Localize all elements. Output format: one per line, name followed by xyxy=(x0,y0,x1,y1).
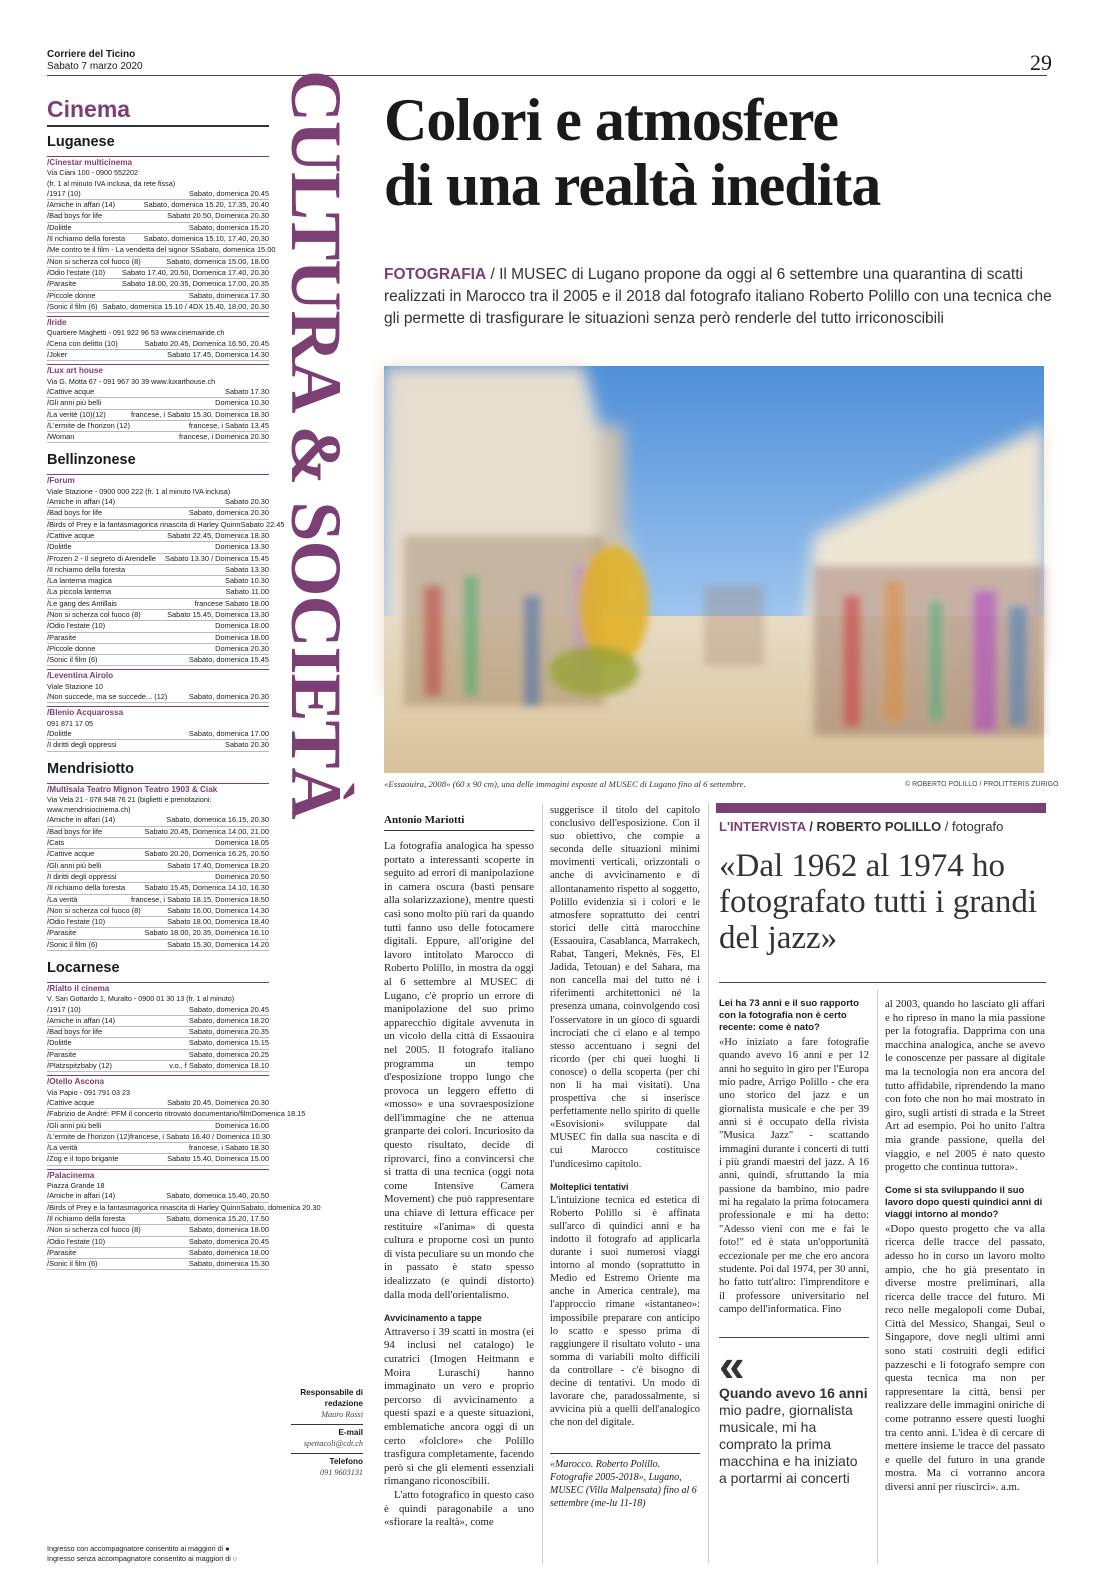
film-row xyxy=(47,1061,269,1072)
film-showtimes: Sabato 17.40, 20.50, Domenica 17.40, 20.30 xyxy=(121,267,269,277)
film-showtimes: Sabato 13.30 / Domenica 15.45 xyxy=(165,553,269,563)
film-title: / La verità xyxy=(47,895,77,905)
film-showtimes: Sabato, domenica 20.45 xyxy=(188,1236,269,1246)
film-row xyxy=(47,234,269,245)
film-title: / Il richiamo della foresta xyxy=(47,1214,125,1224)
interviewee-name: / ROBERTO POLILLO xyxy=(805,819,942,834)
film-row xyxy=(47,633,269,644)
film-showtimes: Sabato 15.45, Domenica 13.30 xyxy=(167,609,269,619)
cinema-address: Via Vela 21 - 078 948 76 21 (biglietti e prenotazioni: www.mendrisiocinema.ch) xyxy=(47,794,212,815)
film-title: / Cats xyxy=(47,838,64,848)
exhibition-info-text: «Marocco. Roberto Polillo. Fotografie 2005-2018», Lugano, MUSEC (Villa Malpensata) fino al 6 settembre (me-lu 11-18) xyxy=(550,1459,697,1509)
film-showtimes: Sabato 13.30 xyxy=(225,564,269,574)
email-label: E-mail xyxy=(338,1428,363,1437)
film-showtimes: Domenica 18.00 xyxy=(215,632,269,642)
film-row xyxy=(47,531,269,542)
interview-rule xyxy=(719,982,1046,983)
double-left-chevron-icon: « xyxy=(719,1339,745,1391)
film-row xyxy=(47,1143,269,1154)
film-row xyxy=(47,302,269,313)
film-showtimes: Sabato, domenica 20.30 xyxy=(188,692,269,702)
cinema-address: Via G. Motta 67 - 091 967 30 39 www.luxarthouse.ch xyxy=(47,376,216,386)
film-showtimes: Sabato 22.45 xyxy=(240,519,285,529)
film-showtimes: Sabato 18.00, 20.35, Domenica 17.00, 20.35 xyxy=(121,279,269,289)
film-title: / Odio l'estate (10) xyxy=(47,621,105,631)
film-title: / La verité (10)(12) xyxy=(47,410,106,420)
phone-label: Telefono xyxy=(329,1457,363,1466)
pull-quote xyxy=(719,1385,869,1487)
film-showtimes: Sabato, domenica 15.10 / 4DX 15.40, 18.00, 20.30 xyxy=(102,301,269,311)
film-title: / Dolittle xyxy=(47,223,72,233)
age-legend xyxy=(47,1544,237,1564)
film-row xyxy=(47,245,276,256)
film-row xyxy=(47,1132,269,1143)
film-title: / Cattive acque xyxy=(47,387,94,397)
film-showtimes: Sabato, domenica 15.20, 17.35, 20.40 xyxy=(143,200,269,210)
film-row xyxy=(47,1259,269,1270)
film-row xyxy=(47,1225,269,1236)
film-row xyxy=(47,398,269,409)
film-title: / Platzspitzbaby (12) xyxy=(47,1061,112,1071)
film-showtimes: Sabato, domenica 16.15, 20.30 xyxy=(166,815,269,825)
exhibition-info xyxy=(550,1453,700,1510)
film-showtimes: francese, i Sabato 13.45 xyxy=(188,420,269,430)
film-showtimes: Sabato 16.00, Domenica 14.30 xyxy=(167,905,269,915)
film-showtimes: Sabato, domenica 17.30 xyxy=(188,290,269,300)
film-row xyxy=(47,729,269,740)
cinema-address: Viale Stazione - 0900 000 222 (fr. 1 al minuto IVA inclusa) xyxy=(47,486,231,496)
film-row xyxy=(47,1016,269,1027)
film-showtimes: Domenica 18.15 xyxy=(251,1109,306,1119)
film-showtimes: francese Sabato 18.00 xyxy=(194,598,269,608)
article-column-1 xyxy=(384,840,534,1530)
section-label-text: CULTURA & SOCIETÀ xyxy=(276,70,356,819)
film-title: / Sonic il film (6) xyxy=(47,1259,98,1269)
pull-quote-text: mio padre, giornalista musicale, mi ha comprato la prima macchina e ha iniziato a portarmi ai concerti xyxy=(719,1402,858,1486)
film-showtimes: Sabato, domenica 15.10, 17.40, 20.30 xyxy=(143,234,269,244)
film-title: / Il richiamo della foresta xyxy=(47,565,125,575)
interview-headline-quote: «Dal 1962 al 1974 ho fotografato tutti i grandi del jazz» xyxy=(719,848,1037,956)
film-title: / Dolittle xyxy=(47,542,72,552)
film-showtimes: Sabato 15.30, Domenica 14.20 xyxy=(167,939,269,949)
film-row xyxy=(47,497,269,508)
email-value: spettacoli@cdt.ch xyxy=(303,1439,363,1448)
film-row xyxy=(47,1005,269,1016)
film-title: / Cena con delitto (10) xyxy=(47,339,118,349)
page-number: 29 xyxy=(1030,50,1052,75)
film-showtimes: Sabato 18.00, 20.35, Domenica 16.10 xyxy=(144,928,269,938)
film-row xyxy=(47,838,269,849)
film-title: / Odio l'estate (10) xyxy=(47,268,105,278)
film-title: / Odio l'estate (10) xyxy=(47,1237,105,1247)
film-showtimes: Sabato, domenica 15.45 xyxy=(188,655,269,665)
headline-line-1: Colori e atmosfere xyxy=(384,87,839,153)
kicker-text: / Il MUSEC di Lugano propone da oggi al 6 settembre una quarantina di scatti realizzati in Marocco tra il 2005 e il 2018 dal fotografo italiano Roberto Polillo con una tecnica che gli permette di trasfigurare le situazioni senza però renderle del tutto irriconoscibili xyxy=(384,266,1052,327)
masthead-rule xyxy=(47,75,1047,76)
film-title: / La verità xyxy=(47,1143,77,1153)
film-title: / Piccole donne xyxy=(47,644,96,654)
cinema-name: /Rialto il cinema xyxy=(47,982,269,994)
film-showtimes: Sabato, domenica 15.00, 18.00 xyxy=(166,256,269,266)
film-showtimes: Sabato 20.20, Domenica 16.25, 20.50 xyxy=(144,849,269,859)
newspaper-name: Corriere del Ticino xyxy=(47,49,136,60)
film-showtimes: Sabato, domenica 15.00 xyxy=(195,245,276,255)
film-showtimes: Sabato 20.30 xyxy=(225,497,269,507)
film-title: / Amiche in affari (14) xyxy=(47,1016,115,1026)
cinema-name: /Leventina Airolo xyxy=(47,669,269,681)
subheading-molteplici: Molteplici tentativi xyxy=(550,1181,629,1192)
film-showtimes: Sabato, domenica 20.30 xyxy=(188,508,269,518)
region-heading: Locarnese xyxy=(47,960,120,976)
film-row xyxy=(47,1248,269,1259)
film-title: / Piccole donne xyxy=(47,291,96,301)
film-title: / Amiche in affari (14) xyxy=(47,497,115,507)
cinema-title-rule xyxy=(47,125,269,127)
editorial-contacts xyxy=(291,1387,363,1478)
film-row xyxy=(47,257,269,268)
film-title: / Birds of Prey e la fantasmagorica rinascita di Harley Quinn xyxy=(47,1203,240,1213)
interview-tag: L'INTERVISTA xyxy=(719,819,806,834)
film-showtimes: francese, i Sabato 18.30 xyxy=(188,1143,269,1153)
film-row xyxy=(47,621,269,632)
film-row xyxy=(47,519,285,531)
film-title: / Dolittle xyxy=(47,1038,72,1048)
film-title: / Frozen 2 - Il segreto di Arendelle xyxy=(47,554,156,564)
film-title: / Parasite xyxy=(47,1248,76,1258)
film-row xyxy=(47,906,269,917)
film-row xyxy=(47,223,269,234)
film-title: / Parasite xyxy=(47,279,76,289)
film-showtimes: Domenica 18.05 xyxy=(215,838,269,848)
film-row xyxy=(47,432,269,443)
interview-column-1 xyxy=(719,998,869,1316)
film-title: / I diritti degli oppressi xyxy=(47,740,116,750)
film-row xyxy=(47,211,269,222)
article-paragraph: Attraverso i 39 scatti in mostra (ei 94 inclusi nel catalogo) le curatrici (Imogen Heitmann e Moira Luraschi) hanno immaginato un vero e proprio percorso di avvicinamento a questi spazi e a queste situazioni, emblematiche ancora oggi di un certo «folclore» che Polillo trasfigura completamente, facendo però sì che gli elementi essenziali rimangano riconoscibili. xyxy=(384,1325,534,1488)
cinema-address-note: (fr. 1 al minuto IVA inclusa, da rete fissa) xyxy=(47,178,176,188)
film-row xyxy=(47,189,269,200)
interview-column-2 xyxy=(885,998,1045,1495)
film-showtimes: Sabato, domenica 18.00 xyxy=(188,1225,269,1235)
film-showtimes: Sabato, domenica 17.00 xyxy=(188,728,269,738)
pull-quote-rule xyxy=(719,1337,869,1338)
film-title: / L'ermite de l'horizon (12) xyxy=(47,1132,130,1142)
film-showtimes: Sabato, domenica 15.40, 20.50 xyxy=(166,1191,269,1201)
film-row xyxy=(47,542,269,553)
film-showtimes: Sabato 17.40, Domenica 18.20 xyxy=(167,860,269,870)
film-title: / Non si scherza col fuoco (8) xyxy=(47,257,141,267)
film-row xyxy=(47,1027,269,1038)
author-byline: Antonio Mariotti xyxy=(384,814,534,831)
article-paragraph: La fotografia analogica ha spesso portato a interessanti scoperte in seguito ad errori di manipolazione in camera oscura (basti pensare alla solarizzazione), mentre questi casi sono molto più rari da quando tutti fanno uso delle fotocamere digitali. Eppure, all'origine del lavoro intitolato Marocco di Roberto Polillo, in mostra da oggi al 6 settembre al MUSEC di Lugano, c'è proprio un errore di manipolazione del suo primo apparecchio digitale avvenuta in un vicolo della città di Essaouira nel 2005. Il fotografo italiano programma un tempo d'esposizione troppo lungo che provoca un leggero effetto di «mosso» e una sovraesposizione dell'immagine che ne attenua granparte dei colori. Incuriosito da questo risultato, decide di riprovarci, fino a convincersi che si tratta di una tecnica (oggi nota come Intensive Camera Movement) che può rappresentare una chiave di lettura efficace per restituire «l'anima» di questa cultura e proporne così un punto di vista peculiare su un mondo che in passato è stato spesso idealizzato (e quindi distorto) dalla moda dell'orientalismo. xyxy=(384,840,534,1301)
film-row xyxy=(47,339,269,350)
film-row xyxy=(47,421,269,432)
film-row xyxy=(47,587,269,598)
article-paragraph: L'intuizione tecnica ed estetica di Roberto Polillo si è affinata sull'arco di quindici anni e ha indotto il fotografo ad applicarla durante i suoi numerosi viaggi intorno al mondo (soprattutto in Medio ed Estremo Oriente ma anche in America centrale), ma l'approccio rimane «istantaneo»: impossibile preparare con anticipo lo scatto e spesso prima di raggiungere il risultato voluto - una somma di variabili molto difficili da controllare - c'è bisogno di decine di tentativi. Un modo di lavorare che, paradossalmente, si avvicina più a quelli dell'analogico che non del digitale. xyxy=(550,1194,700,1429)
cinema-name: /Lux art house xyxy=(47,364,269,376)
article-paragraph: L'atto fotografico in questo caso è quindi paragonabile a uno «sfiorare la realtà», come xyxy=(384,1488,534,1529)
film-row xyxy=(47,883,269,894)
subheading-avvicinamento: Avvicinamento a tappe xyxy=(384,1313,482,1324)
film-showtimes: Sabato, domenica 20.35 xyxy=(188,1027,269,1037)
film-title: / Bad boys for life xyxy=(47,211,102,221)
film-row xyxy=(47,565,269,576)
region-heading: Bellinzonese xyxy=(47,452,136,469)
film-title: / Non si scherza col fuoco (8) xyxy=(47,1225,141,1235)
film-row xyxy=(47,827,269,838)
film-title: / Odio l'estate (10) xyxy=(47,917,105,927)
film-row xyxy=(47,740,269,751)
cinema-section-title: Cinema xyxy=(47,96,131,122)
legend-with-companion: Ingresso con accompagnatore consentito ai maggiori di ● xyxy=(47,1544,230,1553)
film-row xyxy=(47,1121,269,1132)
photo-illustration xyxy=(384,366,1044,773)
interview-answer-1: «Ho iniziato a fare fotografie quando avevo 16 anni e per 12 anni ho seguito in giro per l'Europa mio padre, Arrigo Polillo - che era uno storico del jazz e un giornalista musicale e che per 39 anni si è occupato della rivista "Musica Jazz" - scattando immagini durante i concerti di tutti i più grandi maestri del jazz. A 16 anni, quindi, sfruttando la mia passione da bambino, mio padre mi ha regalato la prima fotocamera professionale e mi ha detto: "Adesso vieni con me e fai le foto!" ed è stata un'opportunità eccezionale per me che ero ancora studente. Poi dal 1974, per 30 anni, ho fatto tutt'altro: l'imprenditore e il professore universitario nel campo dell'informatica. Fino xyxy=(719,1037,869,1315)
article-headline xyxy=(384,88,1064,218)
responsabile-label: Responsabile di redazione xyxy=(300,1388,363,1408)
film-title: / Me contro te il film - La vendetta del signor S xyxy=(47,245,195,255)
film-showtimes: Domenica 18.00 xyxy=(215,621,269,631)
cinema-address: Via Papio - 091 791 03 23 xyxy=(47,1087,130,1097)
film-row xyxy=(47,554,269,565)
film-title: / 1917 (10) xyxy=(47,189,81,199)
film-row xyxy=(47,928,269,939)
film-showtimes: Sabato 17.45, Domenica 14.30 xyxy=(167,350,269,360)
essaouira-photo xyxy=(384,366,1044,773)
film-row xyxy=(47,1191,269,1202)
film-showtimes: Sabato 20.45, Domenica 20.30 xyxy=(167,1097,269,1107)
film-title: / L'ermite de l'horizon (12) xyxy=(47,421,130,431)
interview-accent-bar xyxy=(716,803,1046,813)
film-row xyxy=(47,895,269,906)
cinema-address: Piazza Grande 18 xyxy=(47,1181,105,1191)
kicker-tag: FOTOGRAFIA xyxy=(384,266,487,283)
film-showtimes: Sabato, domenica 20.45 xyxy=(188,188,269,198)
film-showtimes: Sabato 11.00 xyxy=(225,587,269,597)
film-showtimes: francese, i Sabato 15.30, Domenica 18.30 xyxy=(130,409,269,419)
film-showtimes: Sabato 15.40, Domenica 15.00 xyxy=(167,1154,269,1164)
film-row xyxy=(47,655,269,666)
cinema-address: Viale Stazione 10 xyxy=(47,681,103,691)
film-showtimes: Sabato, domenica 15.20 xyxy=(188,222,269,232)
film-title: / Bad boys for life xyxy=(47,1027,102,1037)
film-row xyxy=(47,1109,306,1120)
film-title: / La lanterna magica xyxy=(47,576,112,586)
responsabile-name: Mauro Rossi xyxy=(321,1410,363,1419)
film-showtimes: Sabato 17.30 xyxy=(225,386,269,396)
film-showtimes: Sabato, domenica 18.00 xyxy=(188,1247,269,1257)
cinema-name: /Iride xyxy=(47,316,269,328)
film-title: / Parasite xyxy=(47,928,76,938)
cinema-address: Via Ciani 100 - 0900 552202 xyxy=(47,168,138,178)
section-label-vertical xyxy=(276,70,367,870)
film-showtimes: Sabato, domenica 15.20, 17.50 xyxy=(166,1213,269,1223)
region-heading: Luganese xyxy=(47,134,115,150)
film-row xyxy=(47,576,269,587)
interviewee-role: / fotografo xyxy=(941,819,1004,834)
film-title: / I diritti degli oppressi xyxy=(47,872,116,882)
film-showtimes: Domenica 20.30 xyxy=(215,643,269,653)
interview-question-2: Come si sta sviluppando il suo lavoro dopo questi quindici anni di viaggi intorno al mondo? xyxy=(885,1184,1043,1220)
film-row xyxy=(47,410,269,421)
film-row xyxy=(47,279,269,290)
film-title: / Cattive acque xyxy=(47,1098,94,1108)
interview-question-1: Lei ha 73 anni e il suo rapporto con la fotografia non è certo recente: come è nato? xyxy=(719,998,859,1033)
legend-without-companion: Ingresso senza accompagnatore consentito ai maggiori di ○ xyxy=(47,1554,238,1563)
film-showtimes: Sabato, domenica 18.20 xyxy=(188,1015,269,1025)
film-showtimes: Sabato 22.45, Domenica 18.30 xyxy=(167,530,269,540)
film-row xyxy=(47,291,269,302)
film-title: / Le gang des Antillais xyxy=(47,599,117,609)
film-title: / Gli anni più belli xyxy=(47,398,101,408)
film-row xyxy=(47,872,269,883)
film-title: / Amiche in affari (14) xyxy=(47,815,115,825)
film-showtimes: Sabato 10.30 xyxy=(225,576,269,586)
film-row xyxy=(47,350,269,361)
film-title: / Bad boys for life xyxy=(47,508,102,518)
film-row xyxy=(47,917,269,928)
film-row xyxy=(47,508,269,519)
film-title: / Cattive acque xyxy=(47,849,94,859)
film-showtimes: Sabato 20.45, Domenica 14.00, 21.00 xyxy=(144,826,269,836)
film-showtimes: Domenica 10.30 xyxy=(215,398,269,408)
film-row xyxy=(47,200,269,211)
film-row xyxy=(47,387,269,398)
headline-line-2: di una realtà inedita xyxy=(384,152,881,218)
film-title: / Gli anni più belli xyxy=(47,861,101,871)
film-title: / Parasite xyxy=(47,1050,76,1060)
film-row xyxy=(47,849,269,860)
film-row xyxy=(47,1154,269,1165)
film-row xyxy=(47,268,269,279)
film-title: / Sonic il film (6) xyxy=(47,940,98,950)
film-title: / 1917 (10) xyxy=(47,1005,81,1015)
interview-kicker xyxy=(719,819,1003,834)
cinema-name: /Cinestar multicinema xyxy=(47,156,269,168)
film-title: / Sonic il film (6) xyxy=(47,655,98,665)
film-title: / Bad boys for life xyxy=(47,827,102,837)
cinema-name: /Otello Ascona xyxy=(47,1075,269,1087)
film-row xyxy=(47,940,269,951)
film-showtimes: Sabato, domenica 20.45 xyxy=(188,1004,269,1014)
article-column-2 xyxy=(550,804,700,1429)
film-title: / Woman xyxy=(47,432,74,442)
film-showtimes: Sabato 20.50, Domenica 20.30 xyxy=(167,211,269,221)
article-paragraph: suggerisce il titolo del capitolo conclusivo dell'esposizione. Con il suo obiettivo, che compie a seconda delle situazioni minimi movimenti verticali, orizzontali o anche di avvicinamento e di allontanamento rispetto al soggetto, Polillo evidenzia sì i colori e le atmosfere soprattutto dei centri storici delle città marocchine (Essaouira, Casablanca, Marrakech, Rabat, Tangeri, Meknès, Fès, El Jadida, Tetouan) e del Sahara, ma non cancella mai del tutto né i riferimenti architettonici né la presenza umana, coinvolgendo così l'osservatore in un gioco di sguardi incrociati che ci elano e al tempo stesso accentuano i segni del ricordo (per chi quei luoghi li conosce) o della scoperta (per chi non li ha mai visitati). Una prospettiva che si inserisce perfettamente nello spirito di quelle «Esovisioni» sviluppate dal MUSEC fin dalla sua nascita e di cui Marocco costituisce l'undicesimo capitolo. xyxy=(550,805,700,1170)
film-title: / Amiche in affari (14) xyxy=(47,1191,115,1201)
film-showtimes: Sabato 20.45, Domenica 16.50, 20.45 xyxy=(144,338,269,348)
interview-answer-1-cont: al 2003, quando ho lasciato gli affari e ho ripreso in mano la mia passione per la fotografia. Dapprima con una macchina analogica, anche se avevo le conoscenze per passare al digitale ma la tecnologia non era ancora del tutto affidabile, riprendendo la mano con foto che non ho mai mostrato in giro, sugli artisti di strada e la Street Art ad esempio. Poi ho unito l'altra mia grande passione, quella del viaggio, e nel 2005 è nato questo progetto che continua tuttora». xyxy=(885,998,1045,1174)
film-row xyxy=(47,1098,269,1109)
film-row xyxy=(47,815,269,826)
film-row xyxy=(47,610,269,621)
film-showtimes: Domenica 16.00 xyxy=(215,1120,269,1130)
film-row xyxy=(47,1214,269,1225)
film-title: / Non si scherza col fuoco (8) xyxy=(47,610,141,620)
pull-quote-bold: Quando avevo 16 anni xyxy=(719,1385,868,1401)
film-title: / Cattive acque xyxy=(47,531,94,541)
region-heading: Mendrisiotto xyxy=(47,760,134,777)
article-kicker xyxy=(384,264,1064,330)
film-showtimes: Sabato, domenica 20.30 xyxy=(240,1202,321,1212)
cinema-address: Quartiere Maghetti - 091 922 96 53 www.cinemairide.ch xyxy=(47,328,225,338)
film-row xyxy=(47,692,269,703)
film-showtimes: Sabato, domenica 20.25 xyxy=(188,1049,269,1059)
photo-caption: «Essaouira, 2008» (60 x 90 cm), una delle immagini esposte al MUSEC di Lugano fino al 6 settembre. xyxy=(384,779,746,789)
film-title: / Joker xyxy=(47,350,67,360)
film-showtimes: francese, i Sabato 16.40 / Domenica 10.30 xyxy=(129,1131,271,1141)
photo-credit: © ROBERTO POLILLO / PROLITTERIS ZURIGO xyxy=(905,781,1059,788)
film-title: / Amiche in affari (14) xyxy=(47,200,115,210)
film-row xyxy=(47,1202,321,1214)
film-showtimes: Domenica 13.30 xyxy=(215,542,269,552)
film-showtimes: francese, i Sabato 18.15, Domenica 18.50 xyxy=(130,894,269,904)
film-showtimes: Sabato 18.00, Domenica 18.40 xyxy=(167,917,269,927)
phone-value: 091 9603131 xyxy=(320,1468,363,1477)
cinema-name: /Forum xyxy=(47,474,269,486)
film-title: / Fabrizio de André: PFM il concerto ritrovato documentario/film xyxy=(47,1109,252,1119)
film-title: / La piccola lanterna xyxy=(47,587,111,597)
cinema-name: /Palacinema xyxy=(47,1169,269,1181)
film-row xyxy=(47,1050,269,1061)
interview-answer-2: «Dopo questo progetto che va alla ricerca delle tracce del passato, adesso ho in corso un lavoro molto ampio, che ho già presentato in diverse mostre preliminari, alla ricerca delle tracce del futuro. Mi reco nelle megalopoli come Dubai, Città del Messico, Shangai, Seul o Singapore, dove negli ultimi anni sono stati costruiti degli edifici pazzeschi e li fotografo sempre con questa tecnica ma non per rappresentare la città, bensì per realizzare delle immagini oniriche di come potranno essere questi luoghi tra cento anni. L'idea è di cercare di mettere insieme le tracce del passato e quelle del futuro in una grande mostra. Ma ci vorranno ancora diversi anni per riuscirci». a.m. xyxy=(885,1222,1045,1493)
film-row xyxy=(47,599,269,610)
film-row xyxy=(47,1038,269,1049)
film-row xyxy=(47,861,269,872)
film-title: / Il richiamo della foresta xyxy=(47,234,125,244)
film-title: / Sonic il film (6) xyxy=(47,302,98,312)
issue-date: Sabato 7 marzo 2020 xyxy=(47,61,143,72)
film-title: / Gli anni più belli xyxy=(47,1121,101,1131)
film-title: / Non succede, ma se succede... (12) xyxy=(47,692,167,702)
film-showtimes: Sabato, domenica 15.30 xyxy=(188,1259,269,1269)
cinema-address: 091 871 17 05 xyxy=(47,718,93,728)
film-showtimes: Domenica 20.50 xyxy=(215,871,269,881)
film-title: / Non si scherza col fuoco (8) xyxy=(47,906,141,916)
film-showtimes: v.o., f Sabato, domenica 18.10 xyxy=(169,1061,269,1071)
film-title: / Zog e il topo brigante xyxy=(47,1154,119,1164)
film-title: / Il richiamo della foresta xyxy=(47,883,125,893)
film-showtimes: Sabato 15.45, Domenica 14.10, 16.30 xyxy=(144,883,269,893)
cinema-name: /Blenio Acquarossa xyxy=(47,706,269,718)
film-row xyxy=(47,1237,269,1248)
film-row xyxy=(47,644,269,655)
film-showtimes: francese, i Domenica 20.30 xyxy=(179,432,269,442)
film-title: / Dolittle xyxy=(47,729,72,739)
film-title: / Birds of Prey e la fantasmagorica rinascita di Harley Quinn xyxy=(47,520,240,530)
cinema-address: V. San Gottardo 1, Muralto - 0900 01 30 13 (fr. 1 al minuto) xyxy=(47,994,235,1004)
film-showtimes: Sabato, domenica 15.15 xyxy=(188,1038,269,1048)
film-showtimes: Sabato 20.30 xyxy=(225,740,269,750)
film-title: / Parasite xyxy=(47,633,76,643)
cinema-name: /Multisala Teatro Mignon Teatro 1903 & Ciak xyxy=(47,783,269,795)
